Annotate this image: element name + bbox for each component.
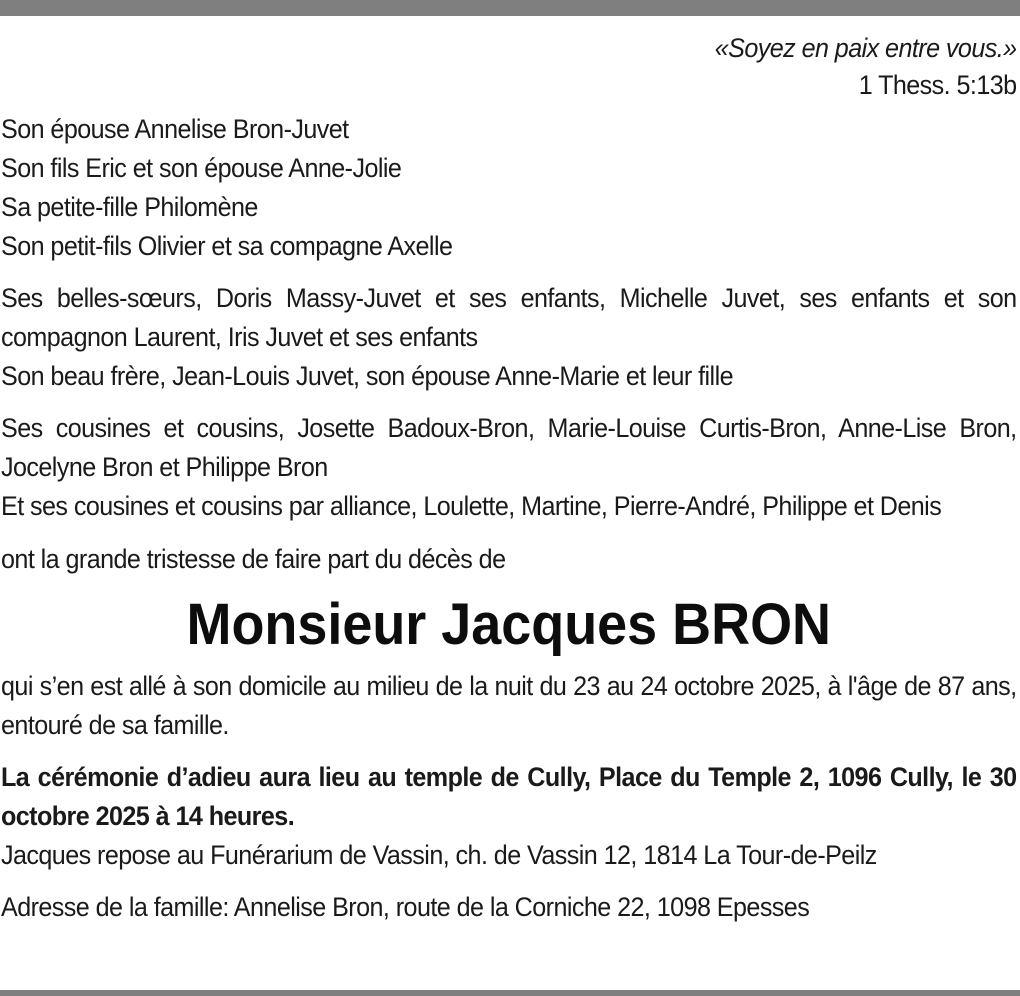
resting-place: Jacques repose au Funérarium de Vassin, ch. de Vassin 12, 1814 La Tour-de-Peilz <box>1 840 877 870</box>
bible-verse <box>1 30 1017 104</box>
verse-reference: 1 Thess. 5:13b <box>858 70 1017 100</box>
family-line-granddaughter: Sa petite-fille Philomène <box>1 192 258 222</box>
family-address: Adresse de la famille: Annelise Bron, route de la Corniche 22, 1098 Epesses <box>1 892 810 922</box>
cousins <box>1 409 1017 526</box>
deceased-name: Monsieur Jacques BRON <box>186 592 831 657</box>
death-details: qui s’en est allé à son domicile au milieu de la nuit du 23 au 24 octobre 2025, à l'âge de 87 ans, entouré de sa famille. <box>1 671 1017 740</box>
obituary-notice <box>1 30 1017 927</box>
ceremony-block <box>1 758 1017 875</box>
immediate-family <box>1 110 1017 266</box>
family-line-cousins: Ses cousines et cousins, Josette Badoux-Bron, Marie-Louise Curtis-Bron, Anne-Lise Bron, Jocelyne Bron et Philippe Bron <box>1 413 1017 482</box>
family-line-son: Son fils Eric et son épouse Anne-Jolie <box>1 153 402 183</box>
family-line-sisters-in-law: Ses belles-sœurs, Doris Massy-Juvet et ses enfants, Michelle Juvet, ses enfants et son compagnon Laurent, Iris Juvet et ses enfants <box>1 283 1017 352</box>
family-line-spouse: Son épouse Annelise Bron-Juvet <box>1 114 349 144</box>
extended-family <box>1 279 1017 396</box>
bottom-border-rule <box>0 990 1020 996</box>
family-line-grandson: Son petit-fils Olivier et sa compagne Axelle <box>1 231 453 261</box>
family-line-brother-in-law: Son beau frère, Jean-Louis Juvet, son épouse Anne-Marie et leur fille <box>1 361 734 391</box>
top-border-rule <box>0 0 1020 16</box>
family-line-cousins-by-alliance: Et ses cousines et cousins par alliance, Loulette, Martine, Pierre-André, Philippe et Denis <box>1 491 942 521</box>
verse-quote: «Soyez en paix entre vous.» <box>714 33 1017 63</box>
announcement-text: ont la grande tristesse de faire part du décès de <box>1 544 506 574</box>
ceremony-details: La cérémonie d’adieu aura lieu au temple de Cully, Place du Temple 2, 1096 Cully, le 30 octobre 2025 à 14 heures. <box>1 762 1017 831</box>
